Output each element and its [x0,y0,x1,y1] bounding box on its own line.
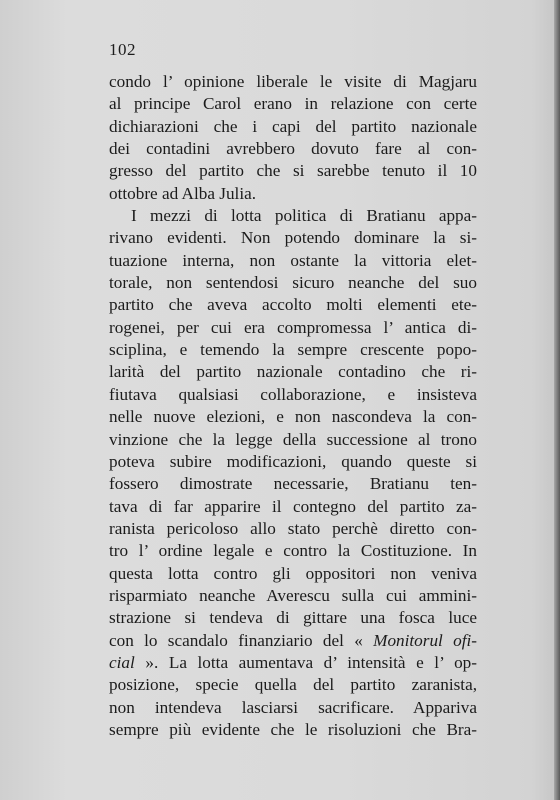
text-line [109,652,477,674]
text-line: condo l’ opinione liberale le visite di Magjaru [109,72,477,91]
page-number: 102 [109,40,136,59]
text-line: ottobre ad Alba Julia. [109,183,257,203]
text-line: posizione, specie quella del partito zaranista, [109,675,477,695]
text-segment: ». La lotta aumentava d’ intensità e l’ op- [134,652,477,672]
text-line: fossero dimostrate necessarie, Bratianu ten- [109,474,477,494]
text-line: non intendeva lasciarsi sacrificare. Appariva [109,697,477,717]
italic-title: cial [109,652,135,672]
text-line: tro l’ ordine legale e contro la Costituzione. In [109,541,477,561]
text-line: nelle nuove elezioni, e non nascondeva la con- [109,407,477,427]
text-line: larità del partito nazionale contadino che ri- [109,362,477,382]
italic-title: Monitorul ofi- [373,630,477,650]
text-line: fiutava qualsiasi collaborazione, e insisteva [109,384,477,404]
text-line: I mezzi di lotta politica di Bratianu appa- [131,206,477,226]
text-segment: con lo scandalo finanziario del « [109,630,374,650]
page-edge-shadow [554,0,560,800]
text-line: rogenei, per cui era compromessa l’ antica di- [109,317,477,337]
text-line: torale, non sentendosi sicuro neanche del suo [109,273,477,293]
text-line: ranista pericoloso allo stato perchè diretto con- [109,518,477,538]
text-line [109,630,477,652]
text-line: tava di far apparire il contegno del partito za- [109,496,477,516]
text-line: vinzione che la legge della successione al trono [109,429,477,449]
text-line: questa lotta contro gli oppositori non veniva [109,563,477,583]
text-line: rivano evidenti. Non potendo dominare la si- [109,228,477,248]
text-line: al principe Carol erano in relazione con certe [109,94,477,114]
text-line: dei contadini avrebbero dovuto fare al con- [109,139,477,159]
text-line: strazione si tendeva di gittare una fosca luce [109,608,477,628]
text-line: sciplina, e temendo la sempre crescente popo- [109,340,477,360]
text-line: gresso del partito che si sarebbe tenuto il 10 [109,161,477,181]
body-text [109,71,477,741]
text-line: partito che aveva accolto molti elementi ete- [109,295,477,315]
text-line: tuazione interna, non ostante la vittoria elet- [109,250,477,270]
text-line: risparmiato neanche Averescu sulla cui ammini- [109,585,477,605]
text-line: poteva subire modificazioni, quando queste si [109,451,477,471]
text-line: sempre più evidente che le risoluzioni che Bra- [109,719,477,739]
text-line: dichiarazioni che i capi del partito nazionale [109,116,477,136]
